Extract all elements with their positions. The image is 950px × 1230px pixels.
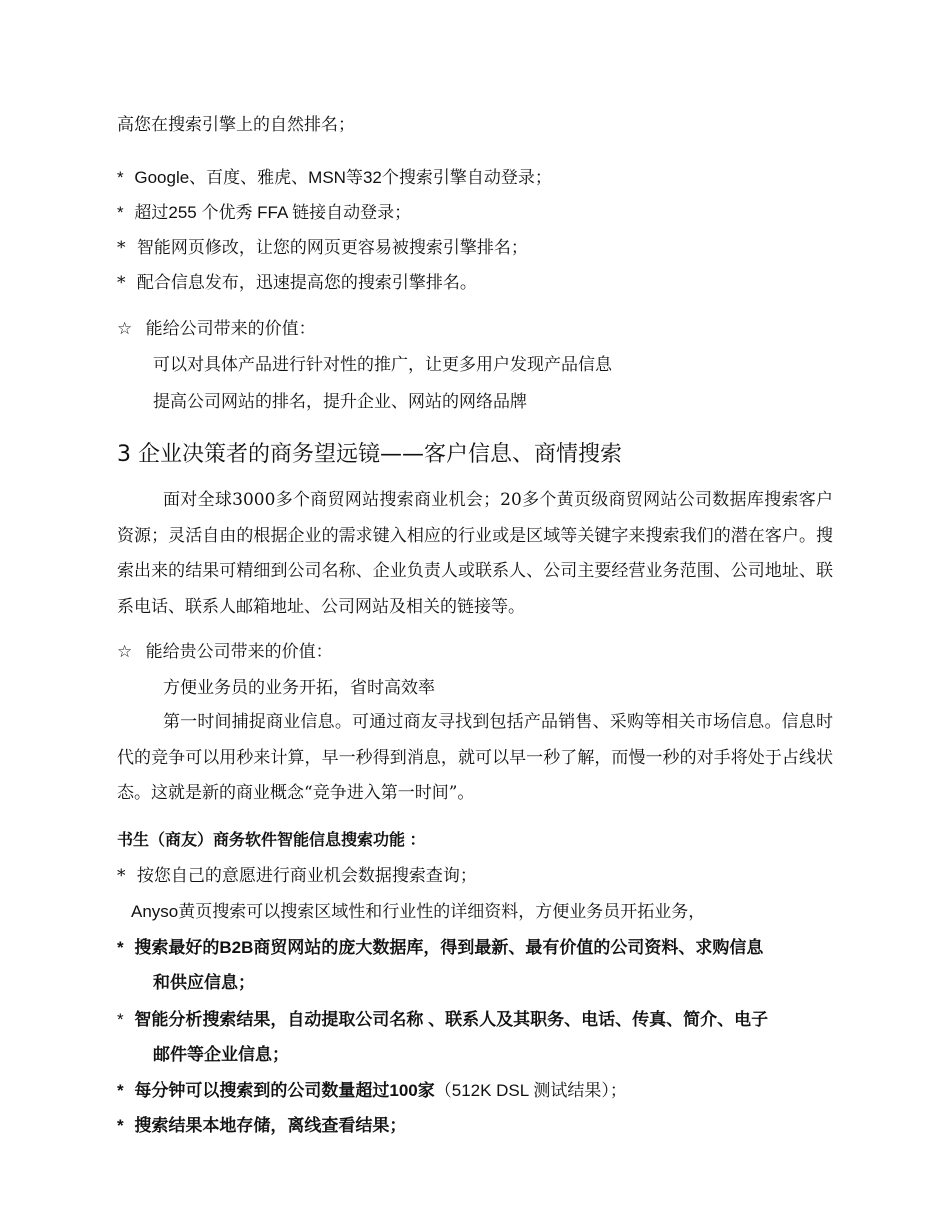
feature-item-1 [117, 864, 477, 888]
section3-paragraph: 面对全球3000多个商贸网站搜索商业机会；20多个黄页级商贸网站公司数据库搜索客户资源；灵活自由的根据企业的需求键入相应的行业或是区域等关键字来搜索我们的潜在客户。搜索出来的结果可精细到公司名称、企业负责人或联系人、公司主要经营业务范围、公司地址、联系电话、联系人邮箱地址、公司网站及相关的链接等。 [117, 490, 833, 617]
bullet-text: Google、百度、雅虎、MSN等32个搜索引擎自动登录； [134, 168, 552, 187]
bullet-mark: * [117, 1116, 124, 1135]
feature-item-2 [117, 936, 763, 960]
bullet-mark: * [117, 168, 124, 187]
bullet-mark: * [117, 1010, 124, 1029]
seo-bullet-4 [117, 271, 477, 295]
anyso-line: Anyso黄页搜索可以搜索区域性和行业性的详细资料，方便业务员开拓业务， [131, 902, 706, 921]
bullet-text: 超过255 个优秀 FFA 链接自动登录； [134, 203, 412, 222]
bullet-mark: * [117, 938, 124, 957]
heading-text: 能给公司带来的价值： [145, 319, 316, 339]
bullet-mark: * [117, 273, 126, 293]
bullet-mark: * [117, 866, 126, 886]
feature-text: 智能分析搜索结果，自动提取公司名称 、联系人及其职务、电话、传真、简介、电子 [134, 1010, 769, 1029]
star-icon: ☆ [117, 642, 133, 662]
features-heading: 书生（商友）商务软件智能信息搜索功能 ： [117, 832, 426, 849]
bullet-text: 智能网页修改，让您的网页更容易被搜索引擎排名； [136, 238, 528, 258]
bullet-text: 配合信息发布，迅速提高您的搜索引擎排名。 [136, 273, 477, 293]
seo-bullet-2 [117, 201, 411, 225]
section3-title: 3 企业决策者的商务望远镜——客户信息、商情搜索 [117, 442, 622, 467]
value1-item-1: 可以对具体产品进行针对性的推广，让更多用户发现产品信息 [153, 355, 612, 375]
feature-text-normal: （512K DSL 测试结果）； [434, 1081, 627, 1100]
bullet-mark: * [117, 1081, 124, 1100]
value2-item: 方便业务员的业务开拓，省时高效率 [163, 678, 435, 698]
seo-bullet-3 [117, 236, 528, 260]
value2-paragraph: 第一时间捕捉商业信息。可通过商友寻找到包括产品销售、采购等相关市场信息。信息时代的竞争可以用秒来计算，早一秒得到消息，就可以早一秒了解，而慢一秒的对手将处于占线状态。这就是新的商业概念“竞争进入第一时间”。 [117, 712, 833, 803]
feature-text: 搜索结果本地存储，离线查看结果； [134, 1116, 407, 1135]
seo-bullet-1 [117, 166, 552, 190]
feature-item-5 [117, 1114, 406, 1138]
feature-item-3 [117, 1008, 768, 1032]
value2-heading [117, 640, 333, 664]
star-icon: ☆ [117, 319, 133, 339]
feature-text: 按您自己的意愿进行商业机会数据搜索查询； [136, 866, 477, 886]
value1-item-2: 提高公司网站的排名，提升企业、网站的网络品牌 [153, 392, 527, 412]
intro-line: 高您在搜索引擎上的自然排名； [117, 115, 355, 135]
value1-heading [117, 317, 316, 341]
feature-text: 搜索最好的B2B商贸网站的庞大数据库，得到最新、最有价值的公司资料、求购信息 [134, 938, 764, 957]
bullet-mark: * [117, 238, 126, 258]
feature-text-bold: 每分钟可以搜索到的公司数量超过100家 [134, 1081, 435, 1100]
feature-item-4 [117, 1079, 627, 1103]
feature-item-2-cont: 和供应信息； [153, 973, 255, 992]
heading-text: 能给贵公司带来的价值： [145, 642, 333, 662]
feature-item-3-cont: 邮件等企业信息； [153, 1045, 289, 1064]
bullet-mark: * [117, 203, 124, 222]
